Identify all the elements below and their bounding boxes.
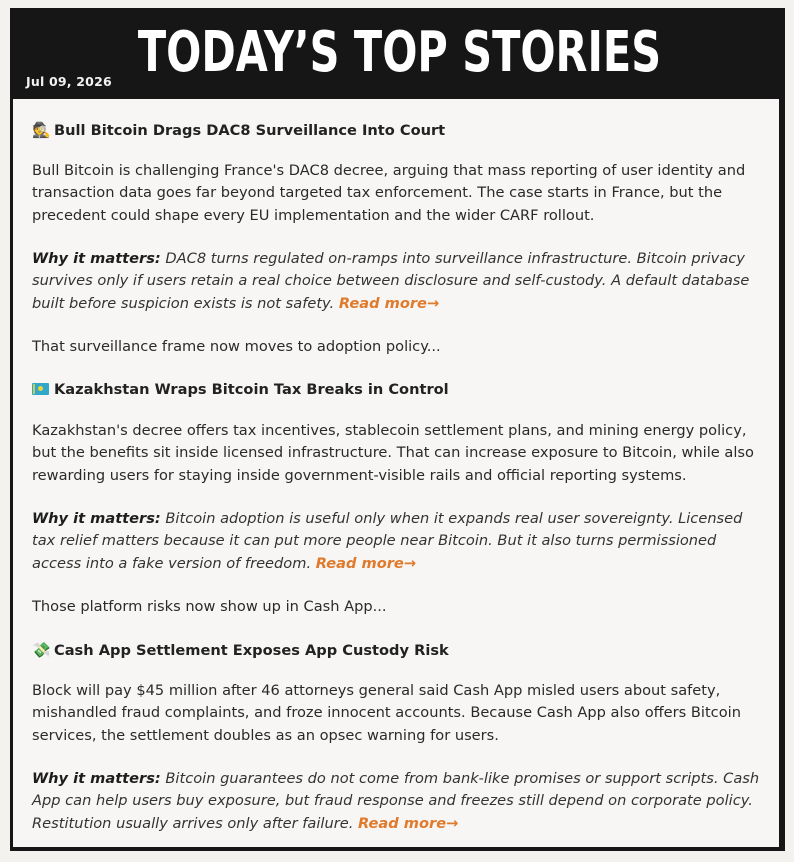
why-it-matters-text [32, 248, 760, 315]
story-title-text: Kazakhstan Wraps Bitcoin Tax Breaks in Control [54, 381, 449, 398]
why-it-matters-text [32, 508, 760, 575]
why-it-matters [32, 768, 760, 835]
why-text: Bitcoin adoption is useful only when it expands real user sovereignty. Licensed tax relief matters because it can put more people near Bitcoin. But it also turns permissioned access into a fake version of freedom. [32, 510, 743, 572]
why-it-matters [32, 508, 760, 575]
story [32, 379, 760, 401]
issue-date: Jul 09, 2026 [26, 74, 112, 89]
page-title-text: TODAY’S TOP STORIES [137, 20, 661, 85]
why-label: Why it matters: [32, 510, 161, 527]
transition-text [32, 336, 760, 358]
why-label: Why it matters: [32, 770, 161, 787]
story-title [32, 639, 760, 662]
stories-content [13, 99, 779, 847]
story-body [32, 160, 760, 227]
story-title [32, 379, 760, 401]
kazakhstan-flag-icon [32, 383, 49, 395]
header [10, 8, 785, 98]
story-body [32, 420, 760, 487]
why-text: DAC8 turns regulated on-ramps into surveillance infrastructure. Bitcoin privacy survives only if users retain a real choice between disclosure and self-custody. A default database built before suspicion exists is not safety. [32, 250, 750, 312]
read-more-link[interactable]: Read more→ [338, 294, 440, 312]
story-paragraph: Block will pay $45 million after 46 attorneys general said Cash App misled users about safety, mishandled fraud complaints, and froze innocent accounts. Because Cash App also offers Bitcoin services, the settlement doubles as an opsec warning for users. [32, 682, 741, 744]
transition-line: Those platform risks now show up in Cash App... [32, 598, 387, 615]
read-more-link[interactable]: Read more→ [357, 814, 459, 832]
why-it-matters-text [32, 768, 760, 835]
newsletter-frame [10, 8, 785, 851]
story-title-text: Cash App Settlement Exposes App Custody Risk [54, 642, 449, 659]
why-label: Why it matters: [32, 250, 161, 267]
page-title [137, 16, 661, 90]
transition-text [32, 596, 760, 618]
transition-line: That surveillance frame now moves to adoption policy... [32, 338, 441, 355]
read-more-link[interactable]: Read more→ [315, 554, 417, 572]
story [32, 119, 760, 142]
story-paragraph: Kazakhstan's decree offers tax incentives, stablecoin settlement plans, and mining energy policy, but the benefits sit inside licensed infrastructure. That can increase exposure to Bitcoin, while also rewarding users for staying inside government-visible rails and official reporting systems. [32, 422, 754, 484]
story-paragraph: Bull Bitcoin is challenging France's DAC8 decree, arguing that mass reporting of user identity and transaction data goes far beyond targeted tax enforcement. The case starts in France, but the precedent could shape every EU implementation and the wider CARF rollout. [32, 162, 746, 224]
detective-icon: 🕵️ [32, 121, 51, 139]
story [32, 639, 760, 662]
story-body [32, 680, 760, 747]
story-title-text: Bull Bitcoin Drags DAC8 Surveillance Into Court [54, 122, 446, 139]
story-title [32, 119, 760, 142]
why-text: Bitcoin guarantees do not come from bank-like promises or support scripts. Cash App can help users buy exposure, but fraud response and freezes still depend on corporate policy. Restitution usually arrives only after failure. [32, 770, 760, 832]
why-it-matters [32, 248, 760, 315]
money-with-wings-icon: 💸 [32, 641, 51, 659]
